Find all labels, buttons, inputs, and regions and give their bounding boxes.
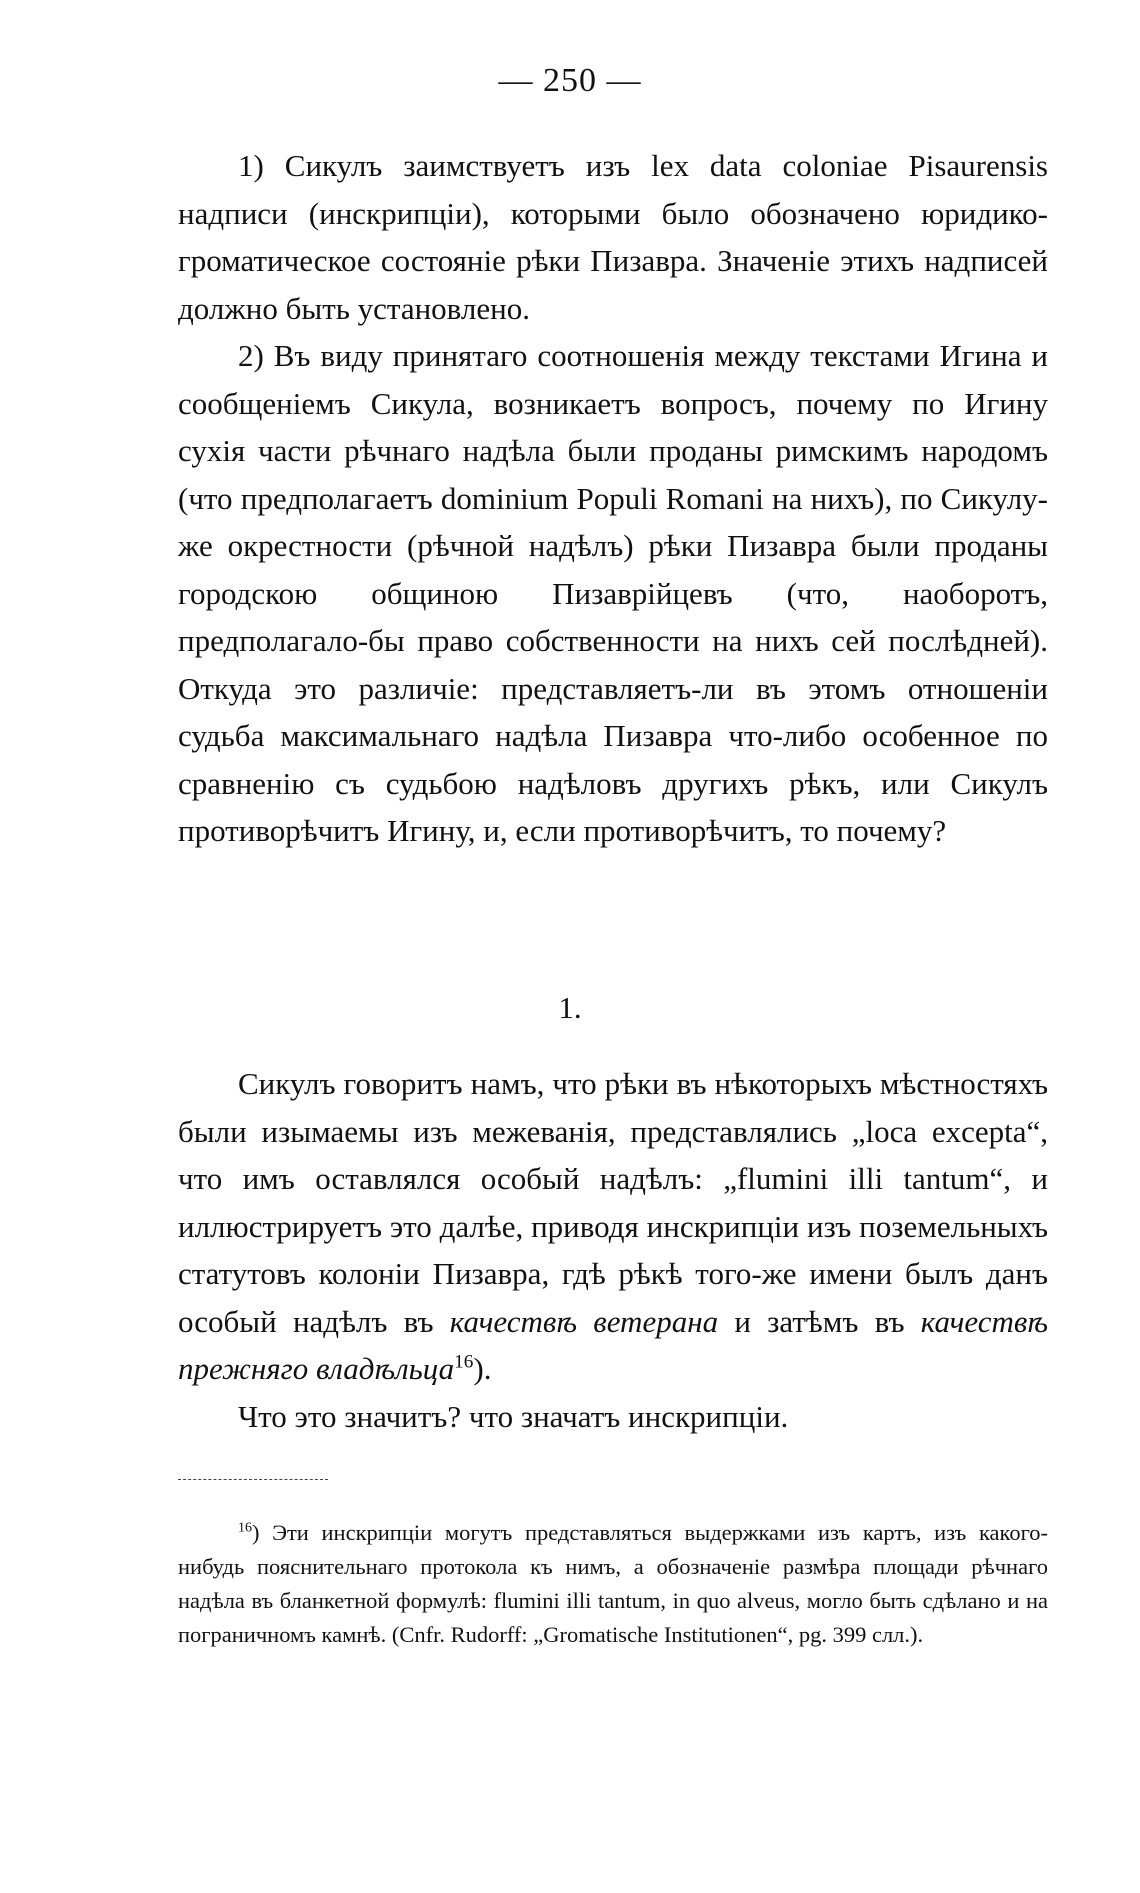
footnote-divider	[178, 1479, 328, 1480]
footnotes-block	[178, 1516, 1048, 1652]
emphasis-veteran: качествѣ ветерана	[449, 1303, 719, 1339]
main-paragraph-1-mid: и затѣмъ въ	[718, 1303, 921, 1339]
question-1-paragraph: 1) Сикулъ заимствуетъ изъ lex data coloniae Pisaurensis надписи (инскрипціи), которыми было обозначено юридико-громатическое состояніе рѣки Пизавра. Значеніе этихъ надписей должно быть установлено.	[178, 148, 1048, 326]
footnote-marker: 16	[238, 1520, 252, 1536]
main-paragraph-1	[178, 1060, 1048, 1393]
page-number: — 250 —	[498, 62, 642, 99]
main-paragraph-2: Что это значитъ? что значатъ инскрипціи.	[238, 1398, 789, 1434]
section-heading: 1.	[558, 990, 582, 1025]
question-2-paragraph: 2) Въ виду принятаго соотношенія между текстами Игина и сообщеніемъ Сикула, возникаетъ вопросъ, почему по Игину сухія части рѣчнаго надѣла были проданы римскимъ народомъ (что предполагаетъ dominium Populi Romani на нихъ), по Сикулу-же окрестности (рѣчной надѣлъ) рѣки Пизавра были проданы городскою общиною Пизаврійцевъ (что, наоборотъ, предполагало-бы право собственности на нихъ сей послѣдней). Откуда это различіе: представляетъ-ли въ этомъ отношеніи судьба максимальнаго надѣла Пизавра что-либо особенное по сравненію съ судьбою надѣловъ другихъ рѣкъ, или Сикулъ противорѣчитъ Игину, и, если противорѣчитъ, то почему?	[178, 338, 1048, 848]
main-paragraph-1-end: ).	[473, 1351, 492, 1386]
footnote-text: ) Эти инскрипціи могутъ представляться выдержками изъ картъ, изъ какого-нибудь пояснительнаго протокола къ нимъ, а обозначеніе размѣра площади рѣчнаго надѣла въ бланкетной формулѣ: flumini illi tantum, in quo alveus, могло быть сдѣлано и на пограничномъ камнѣ. (Cnfr. Rudorff: „Gromatische Institutionen“, pg. 399 слл.).	[178, 1520, 1048, 1647]
main-text-block	[178, 1060, 1048, 1440]
main-paragraph-1-text: Сикулъ говоритъ намъ, что рѣки въ нѣкоторыхъ мѣстностяхъ были изымаемы изъ межеванія, представлялись „loca excepta“, что имъ оставлялся особый надѣлъ: „flumini illi tantum“, и иллюстрируетъ это далѣе, приводя инскрипціи изъ поземельныхъ статутовъ колоніи Пизавра, гдѣ рѣкѣ того-же имени былъ данъ особый надѣлъ въ	[178, 1066, 1048, 1339]
footnote-16	[178, 1516, 1048, 1652]
footnote-reference: 16	[454, 1351, 474, 1373]
emphasis-former-owner: качествѣ прежняго владѣльца	[178, 1303, 1048, 1386]
questions-block	[178, 142, 1048, 855]
